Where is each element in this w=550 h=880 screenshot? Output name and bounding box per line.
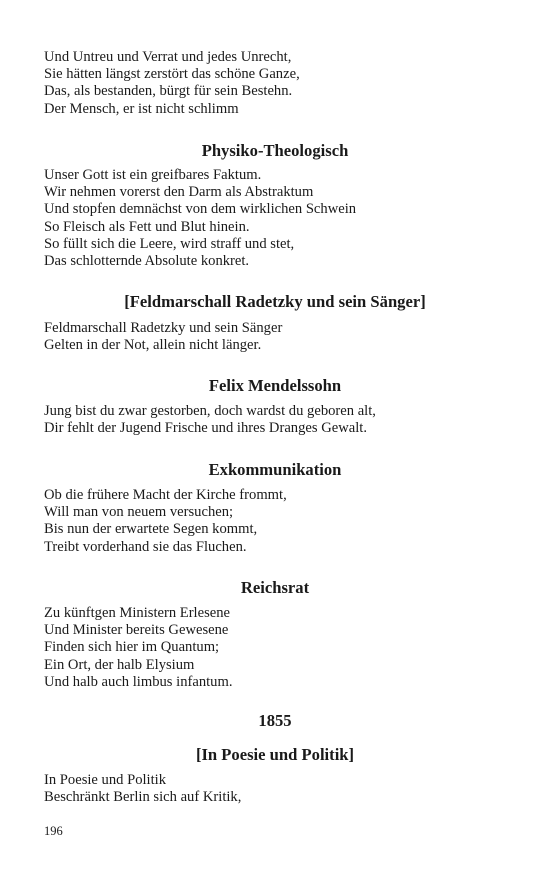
verse-line: Und halb auch limbus infantum.: [44, 673, 233, 690]
poem-body: [44, 772, 514, 806]
verse-line: Das, als bestanden, bürgt für sein Bestehn.: [44, 83, 293, 100]
verse-line: So füllt sich die Leere, wird straff und stet,: [44, 235, 295, 252]
poem-title: Felix Mendelssohn: [208, 376, 342, 395]
verse-line: Ein Ort, der halb Elysium: [44, 656, 195, 673]
verse-line: Wir nehmen vorerst den Darm als Abstraktum: [44, 184, 314, 201]
verse-line: Feldmarschall Radetzky und sein Sänger: [44, 320, 283, 336]
poem-body: [44, 167, 514, 270]
verse-line: Jung bist du zwar gestorben, doch wardst du geboren alt,: [44, 403, 376, 419]
poem-title: [In Poesie und Politik]: [195, 745, 355, 764]
poem-body: [44, 320, 514, 354]
verse-line: Zu künftgen Ministern Erlesene: [44, 605, 231, 621]
verse-line: Unser Gott ist ein greifbares Faktum.: [44, 167, 262, 183]
verse-line: In Poesie und Politik: [44, 772, 167, 788]
poem-title: [Feldmarschall Radetzky und sein Sänger]: [124, 292, 426, 311]
verse-line: Der Mensch, er ist nicht schlimm: [44, 100, 239, 117]
year-heading: 1855: [258, 711, 292, 730]
page-number: 196: [44, 824, 63, 838]
verse-line: Finden sich hier im Quantum;: [44, 639, 220, 656]
verse-line: Ob die frühere Macht der Kirche frommt,: [44, 487, 287, 503]
poem-body: [44, 403, 514, 437]
poem-body: [44, 487, 514, 556]
poem-title: Reichsrat: [240, 578, 310, 597]
poem-body: [44, 605, 514, 691]
verse-line: Treibt vorderhand sie das Fluchen.: [44, 538, 247, 555]
verse-line: Und Minister bereits Gewesene: [44, 622, 229, 639]
poem-title: Exkommunikation: [208, 460, 342, 479]
verse-line: Sie hätten längst zerstört das schöne Ganze,: [44, 66, 300, 83]
verse-line: Dir fehlt der Jugend Frische und ihres Dranges Gewalt.: [44, 420, 368, 437]
verse-line: Gelten in der Not, allein nicht länger.: [44, 337, 262, 354]
verse-line: So Fleisch als Fett und Blut hinein.: [44, 218, 250, 235]
verse-line: Will man von neuem versuchen;: [44, 504, 234, 521]
verse-line: Das schlotternde Absolute konkret.: [44, 253, 250, 270]
verse-line: Und Untreu und Verrat und jedes Unrecht,: [44, 49, 292, 65]
poem-title: Physiko-Theologisch: [201, 141, 349, 160]
opening-stanza: [44, 49, 514, 118]
verse-line: Bis nun der erwartete Segen kommt,: [44, 521, 258, 538]
verse-line: Beschränkt Berlin sich auf Kritik,: [44, 789, 242, 806]
verse-line: Und stopfen demnächst von dem wirklichen Schwein: [44, 201, 357, 218]
